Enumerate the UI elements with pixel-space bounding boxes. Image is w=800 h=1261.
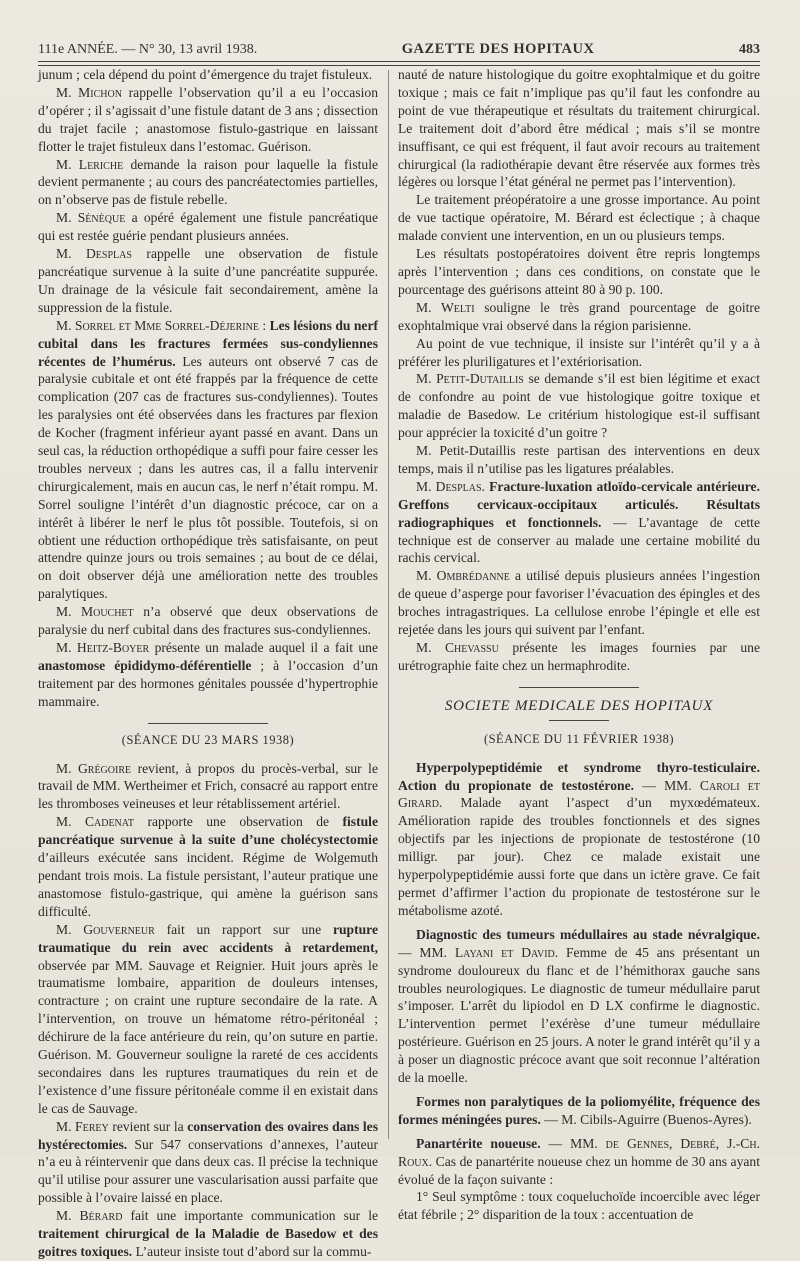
author-name: M. Cadenat [56,814,135,830]
paragraph [38,1118,378,1208]
left-column [38,66,379,1259]
author-name: M. Michon [56,84,122,100]
author-name: M. Bérard [56,1208,123,1224]
paragraph [398,639,760,675]
paragraph [398,478,760,568]
author-name: M. Gouverneur [56,921,155,937]
paragraph-text: — M. Cibils-Aguirre (Buenos-Ayres). [544,1111,752,1127]
issue-info: 111e ANNÉE. — N° 30, 13 avril 1938. [38,42,258,57]
paragraph-text: présente un malade auquel il a fait une [154,640,379,655]
paragraph [398,926,760,1087]
seance-date: (SÉANCE DU 11 FÉVRIER 1938) [483,731,675,746]
paragraph: M. Petit-Dutaillis reste partisan des interventions en deux temps, mais il n’utilise pas les ligatures préalables. [398,443,760,476]
author-name: M. Sénèque [56,210,126,226]
paragraph-text: revient, à propos du procès-verbal, sur le travail de MM. Wertheimer et Frich, consacré au rapport entre les thromboses veineuses et leur rétablissement artériel. [38,760,378,812]
paragraph [38,603,378,639]
paragraph [38,209,378,245]
society-heading: SOCIETE MEDICALE DES HOPITAUX [444,697,714,714]
paragraph [398,567,760,639]
header-rule [38,61,760,62]
paragraph [398,370,760,442]
section-rule [148,723,268,724]
paragraph-text: rappelle une observation de fistule pancréatique survenue à la suite d’une pancréatite suppurée. Un drainage de la vésicule fait secondairement, amène la suppression de la fistule. [38,246,379,315]
paragraph [38,84,378,156]
paragraph: M. Sorrel et Mme Sorrel-Déjerine : Les lésions du nerf cubital dans les fractures fermées sus-condyliennes récentes de l’humérus. Les auteurs ont observé 7 cas de paralysie cubitale et ont été frappés par la fréquence de cette complication (207 cas de fractures sus-condyliennes). Toutes les paralysies ont été observées dans les fractures par flexion de Kocher (fragment inférieur ayant passé en avant. Dans un seul cas, la réduction orthopédique a suffi pour faire cesser les troubles nerveux ; dans les autres cas, il a fallu intervenir chirurgicalement, mais en aucun cas, le nerf n’était rompu. M. Sorrel souligne l’intérêt d’un diagnostic précoce, car on a intérêt à libérer le nerf le plus tôt possible. Toutefois, si on obtient une réduction orthopédique très satisfaisante, on peut attendre quinze jours ou trois semaines ; au bout de ce délai, on doit observer déjà une amélioration nette des troubles paralytiques. [38,317,379,602]
section-rule [519,687,639,688]
paragraph-text: Sur 547 conservations d’annexes, l’auteur n’a eu à réintervenir que dans deux cas. Il précise la technique qu’il utilise pour assurer une vascularisation aussi parfaite que possible à l’ovaire laissé en place. [38,1136,378,1206]
communication-title: conservation des ovaires dans les hystérectomies. [38,1118,378,1152]
paragraph-text: fait une importante communication sur le [130,1208,379,1224]
author-name: M. Chevassu [416,640,499,655]
paragraph: Le traitement préopératoire a une grosse importance. Au point de vue tactique opératoire, M. Bérard est éclectique ; à chaque malade convient une intervention, en un ou plusieurs temps. [398,192,760,244]
paragraph-text: observée par MM. Sauvage et Reignier. Huit jours après le traumatisme lombaire, apparition de douleurs intenses, contracture ; on craint une rupture secondaire de la rate. A l’intervention, on trouve un hématome rétro-péritonéal ; déchirure de la face antérieure du rein, qu’on suture en partie. Guérison. M. Gouverneur souligne la rareté de ces accidents secondaires dans les ruptures traumatiques du rein et de l’existence d’une fissure péritonéale comme il en existait dans le cas de Sauvage. [38,957,378,1116]
paragraph [38,760,378,814]
paragraph [398,759,760,920]
paragraph [398,1093,760,1129]
author-name: M. Mouchet [56,604,134,620]
paragraph-text: L’auteur insiste tout d’abord sur la commu- [135,1244,372,1259]
paragraph: 1° Seul symptôme : toux coqueluchoïde incoercible avec léger état fébrile ; 2° disparition de la toux : accentuation de [398,1189,760,1223]
paragraph-text: Malade ayant l’aspect d’un myxœdémateux. Amélioration rapide des troubles fonctionnels et des signes objectifs par les injections de propionate de testostérone (10 milligr. par jour). Chez ce malade existait une hyperpolypeptidémie aussi forte que dans un ictère grave. Ce fait permet d’affirmer l’action du propionate de testostérone sur le métabolisme azoté. [398,795,760,918]
paragraph [398,1135,760,1189]
section-rule-thin [549,720,609,721]
communication-title: Formes non paralytiques de la poliomyélite, fréquence des formes méningées pures. [398,1093,760,1127]
author-name: M. Desplas [56,246,132,262]
author-name: M. Sorrel et Mme Sorrel-Déjerine [56,317,259,333]
paragraph [38,921,378,1118]
paragraph [38,1207,378,1261]
paragraph-text: Femme de 45 ans présentant un syndrome douloureux du flanc et de l’hémithorax gauche sans troubles neurologiques. Le diagnostic de tumeur médullaire parut s’imposer. L’arrêt du lipiodol en D LX confirme le diagnostic. L’intervention permet l’exérèse d’une tumeur médullaire postérieure. Guérison en 25 jours. A noter le grand intérêt qu’il y a à poser un diagnostic précoce avant que soit reconnue l’altération de la moelle. [398,944,760,1086]
communication-title: Hyperpolypeptidémie et syndrome thyro-testiculaire. Action du propionate de testostérone. [398,759,760,793]
communication-title: Les lésions du nerf cubital dans les fractures fermées sus-condyliennes récentes de l’humérus. [38,317,379,369]
paragraph-text: Les auteurs ont observé 7 cas de paralysie cubitale et ont été frappés par la fréquence de cette complication (207 cas de fractures sus-condyliennes). Toutes les paralysies ont été observées dans les fractures par flexion de Kocher (fragment inférieur ayant passé en avant. Dans un seul cas, la réduction orthopédique a suffi pour faire cesser les troubles nerveux ; dans les autres cas, il a fallu intervenir chirurgicalement, mais en aucun cas, le nerf n’était rompu. M. Sorrel souligne l’intérêt d’un diagnostic précoce, car on a intérêt à libérer le nerf le plus tôt possible. Toutefois, si on obtient une réduction orthopédique très satisfaisante, on peut attendre quinze jours ou trois semaines ; au bout de ce délai, on doit observer déjà une amélioration nette des troubles paralytiques. [38,353,379,602]
communication-title: Panartérite noueuse. [416,1135,541,1151]
author-name: M. Ferey [56,1118,109,1134]
paragraph-text: a opéré également une fistule pancréatique qui est restée guérie pendant plusieurs années. [38,210,379,244]
paragraph [38,639,378,711]
paragraph: Les résultats postopératoires doivent être repris longtemps après l’intervention ; dans ces conditions, on constate que le pourcentage des guérisons atteint 80 à 90 p. 100. [398,246,760,297]
author-name: M. Heitz-Boyer [56,640,150,655]
paragraph [38,156,378,210]
right-column [398,66,761,1223]
communication-title: traitement chirurgical de la Maladie de Basedow et des goitres toxiques. [38,1226,378,1259]
paragraph-text: revient sur la [112,1118,184,1134]
author-name: M. Petit-Dutaillis [416,371,524,387]
paragraph: nauté de nature histologique du goitre exophtalmique et du goitre toxique ; mais ce fait n’implique pas qu’il faut les confondre au point de vue thérapeutique et résultats du traitement chirurgical. Le traitement doit d’abord être médical ; mais s’il se montre insuffisant, ce qui est fréquent, il faut avoir recours au traitement chirurgical (la radiothérapie devant être réservée aux formes très légères ou lorsque l’état général ne permet pas l’intervention). [398,67,760,190]
paragraph: junum ; cela dépend du point d’émergence du trajet fistuleux. [38,67,373,82]
page-number: 483 [739,42,760,57]
paragraph-text: ; à l’occasion d’un traitement par des hormones génitales poussée d’hypertrophie mammaire. [38,657,378,709]
communication-title: fistule pancréatique survenue à la suite d’une cholécystectomie [38,814,378,848]
author-name: M. Grégoire [56,760,132,776]
paragraph [398,299,760,335]
author-name: — MM. de Gennes, Debré, J.-Ch. Roux. [398,1135,760,1169]
paragraph [38,245,378,317]
paragraph-text: présente les images fournies par une urétrographie faite chez un hermaphrodite. [398,640,761,673]
paragraph-text: rappelle l’observation qu’il a eu l’occasion d’opérer ; il s’agissait d’une fistule datant de 3 ans ; dissection du trajet facile ; anastomose fistulo-gastrique en laissant flotter le trajet fistuleux dans l’estomac. Guérison. [38,84,378,154]
paragraph-text: souligne le très grand pourcentage de goitre exophtalmique vrai observé dans la région parisienne. [398,299,760,333]
communication-title: Fracture-luxation atloïdo-cervicale antérieure. Greffons cervicaux-occipitaux articulés. Résultats radiographiques et fonctionnels. [398,478,760,530]
paragraph-text: n’a observé que deux observations de paralysie du nerf cubital dans des fractures sus-condyliennes. [38,604,379,638]
author-name: — MM. Caroli et Girard. [398,777,760,811]
page-header [38,34,760,58]
paragraph-text: Cas de panartérite noueuse chez un homme de 30 ans ayant évolué de la façon suivante : [398,1153,760,1187]
paragraph-text: d’ailleurs exécutée sans incident. Régime de Wolgemuth pendant trois mois. La fistule persistant, l’auteur pratique une anastomose fistulo-gastrique, qui amène la guérison sans difficulté. [38,850,378,919]
communication-title: rupture traumatique du rein avec accidents à retardement, [38,921,378,955]
author-name: M. Leriche [56,156,124,172]
communication-title: anastomose épididymo-déférentielle [38,657,252,673]
communication-title: Diagnostic des tumeurs médullaires au stade névralgique. [416,926,760,942]
author-name: M. Desplas. [416,478,485,494]
paragraph-text: rapporte une observation de [147,814,330,830]
author-name: M. Ombrédanne [416,568,510,584]
paragraph: Au point de vue technique, il insiste sur l’intérêt qu’il y a à préférer les pluriligatures et l’extériorisation. [398,335,760,369]
column-separator [388,70,389,1139]
seance-date: (SÉANCE DU 23 MARS 1938) [121,732,295,747]
paragraph-text: se demande s’il est bien légitime et exact de confondre au point de vue histologique goitre toxique et maladie de Basedow. Le critérium histologique est-il suffisant pour apprécier la toxicité d’un goitre ? [398,371,760,441]
journal-title: GAZETTE DES HOPITAUX [401,41,595,57]
author-name: M. Welti [416,299,475,315]
author-name: — MM. Layani et David. [398,944,559,960]
paragraph-text: fait un rapport sur une [166,921,322,937]
paragraph [38,813,378,920]
paragraph-text: demande la raison pour laquelle la fistule devient permanente ; au cours des pancréatectomies partielles, on n’observe pas de fistule rebelle. [38,156,379,208]
paragraph-text: — L’avantage de cette technique est de conserver au malade une certaine mobilité du rachis cervical. [398,514,760,566]
paragraph-text: a utilisé depuis plusieurs années l’ingestion de queue d’asperge pour favoriser l’évacuation des épingles et des broches intragastriques. La cellulose enrobe l’épingle et elle est rejetée dans les jours qui suivent par l’enfant. [398,568,760,638]
